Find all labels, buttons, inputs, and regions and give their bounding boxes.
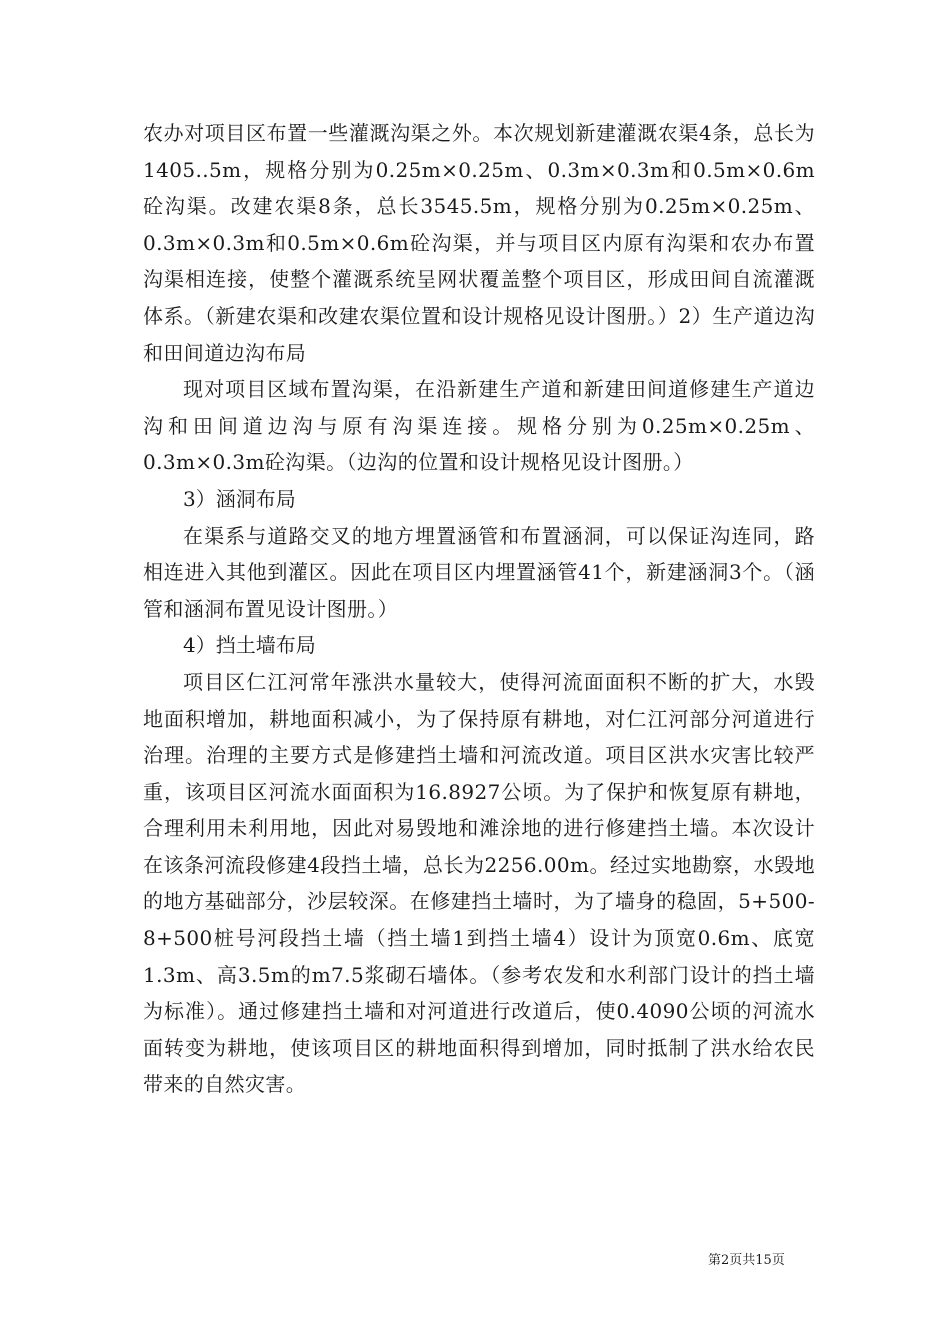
document-page bbox=[143, 115, 815, 1103]
paragraph-irrigation-canals: 农办对项目区布置一些灌溉沟渠之外。本次规划新建灌溉农渠4条，总长为1405..5m，规格分别为0.25m×0.25m、0.3m×0.3m和0.5m×0.6m砼沟渠。改建农渠8条，总长3545.5m，规格分别为0.25m×0.25m、0.3m×0.3m和0.5m×0.6m砼沟渠，并与项目区内原有沟渠和农办布置沟渠相连接，使整个灌溉系统呈网状覆盖整个项目区，形成田间自流灌溉体系。（新建农渠和改建农渠位置和设计规格见设计图册。）2）生产道边沟和田间道边沟布局 bbox=[143, 121, 815, 365]
paragraph-culverts: 在渠系与道路交叉的地方埋置涵管和布置涵洞，可以保证沟连同，路相连进入其他到灌区。因此在项目区内埋置涵管41个，新建涵洞3个。（涵管和涵洞布置见设计图册。） bbox=[143, 523, 815, 621]
page-number-footer: 第2页共15页 bbox=[708, 1253, 785, 1268]
paragraph-retaining-walls: 项目区仁江河常年涨洪水量较大，使得河流面面积不断的扩大，水毁地面积增加，耕地面积减小，为了保持原有耕地，对仁江河部分河道进行治理。治理的主要方式是修建挡土墙和河流改道。项目区洪水灾害比较严重，该项目区河流水面面积为16.8927公顷。为了保护和恢复原有耕地，合理利用未利用地，因此对易毁地和滩涂地的进行修建挡土墙。本次设计在该条河流段修建4段挡土墙，总长为2256.00m。经过实地勘察，水毁地的地方基础部分，沙层较深。在修建挡土墙时，为了墙身的稳固，5+500-8+500桩号河段挡土墙（挡土墙1到挡土墙4）设计为顶宽0.6m、底宽1.3m、高3.5m的m7.5浆砌石墙体。（参考农发和水利部门设计的挡土墙为标准）。通过修建挡土墙和对河道进行改道后，使0.4090公顷的河流水面转变为耕地，使该项目区的耕地面积得到增加，同时抵制了洪水给农民带来的自然灾害。 bbox=[143, 669, 815, 1097]
paragraph-side-ditches: 现对项目区域布置沟渠，在沿新建生产道和新建田间道修建生产道边沟和田间道边沟与原有沟渠连接。规格分别为0.25m×0.25m、0.3m×0.3m砼沟渠。（边沟的位置和设计规格见设计图册。） bbox=[143, 377, 815, 475]
section-heading-retaining-walls: 4）挡土墙布局 bbox=[183, 633, 316, 658]
section-heading-culverts: 3）涵洞布局 bbox=[183, 486, 296, 511]
